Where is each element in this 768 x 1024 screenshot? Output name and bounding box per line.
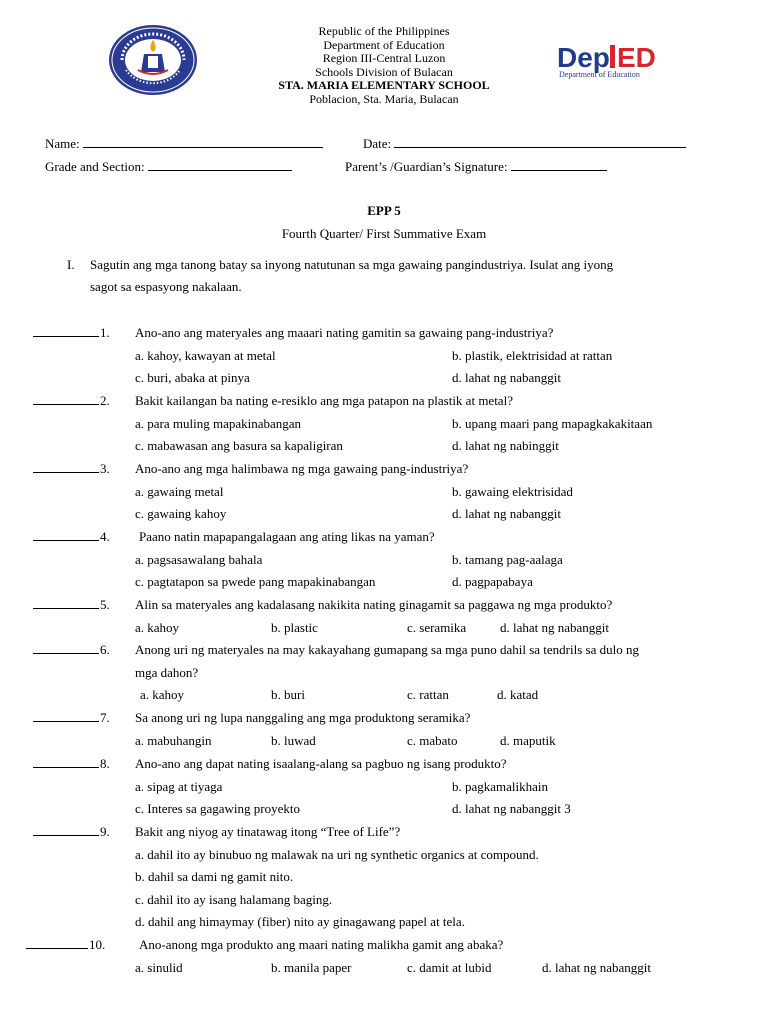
answer-choice[interactable]: b. upang maari pang mapagkakakitaan <box>452 415 653 431</box>
answer-choice[interactable]: d. lahat ng nabinggit <box>452 438 559 453</box>
instructions-line: Sagutin ang mga tanong batay sa inyong natutunan sa mga gawaing pangindustriya. Isulat ang iyong <box>90 257 614 272</box>
answer-choice[interactable]: b. plastic <box>271 619 318 635</box>
answer-choice[interactable]: a. kahoy <box>140 687 185 702</box>
deped-logo-subtitle: Department of Education <box>559 70 640 79</box>
question-number: 8. <box>100 756 110 771</box>
signature-label: Parent’s /Guardian’s Signature: <box>345 159 508 174</box>
question-text: Ano-ano ang dapat nating isaalang-alang sa pagbuo ng isang produkto? <box>135 756 507 771</box>
question-number: 9. <box>100 824 110 839</box>
question-text: Bakit kailangan ba nating e-resiklo ang mga patapon na plastik at metal? <box>135 393 513 408</box>
question-text: Ano-anong mga produkto ang maari nating malikha gamit ang abaka? <box>139 937 504 952</box>
school-name: STA. MARIA ELEMENTARY SCHOOL <box>278 78 490 92</box>
answer-choice[interactable]: d. katad <box>497 687 539 702</box>
letterhead <box>0 25 768 106</box>
question-text: mga dahon? <box>135 664 199 680</box>
answer-blank[interactable] <box>26 936 88 949</box>
svg-text:Dep: Dep <box>557 42 610 73</box>
answer-choice[interactable]: d. lahat ng nabanggit <box>452 370 562 385</box>
answer-choice[interactable]: b. buri <box>271 687 305 702</box>
answer-choice[interactable]: b. manila paper <box>271 959 352 975</box>
name-label: Name: <box>45 136 80 151</box>
answer-choice[interactable]: c. mabato <box>407 732 458 748</box>
answer-choice[interactable]: a. pagsasawalang bahala <box>135 551 263 567</box>
question-text: Ano-ano ang materyales ang maaari nating gamitin sa gawaing pang-industriya? <box>135 325 554 340</box>
answer-choice[interactable]: b. gawaing elektrisidad <box>452 483 573 499</box>
question-number: 4. <box>100 529 110 544</box>
answer-choice[interactable]: b. tamang pag-aalaga <box>452 551 563 567</box>
answer-choice[interactable]: b. plastik, elektrisidad at rattan <box>452 347 613 363</box>
instructions-number: I. <box>67 257 75 272</box>
answer-choice[interactable]: c. pagtatapon sa pwede pang mapakinabangan <box>135 574 376 589</box>
answer-choice[interactable]: d. maputik <box>500 732 556 748</box>
name-field[interactable] <box>45 135 323 152</box>
answer-choice[interactable]: a. sipag at tiyaga <box>135 778 223 794</box>
answer-blank[interactable] <box>33 596 99 609</box>
answer-choice[interactable]: d. lahat ng nabanggit <box>542 959 652 975</box>
question-text: Ano-ano ang mga halimbawa ng mga gawaing pang-industriya? <box>135 461 469 476</box>
svg-text:ED: ED <box>617 42 656 73</box>
answer-choice[interactable]: a. dahil ito ay binubuo ng malawak na uri ng synthetic organics at compound. <box>135 846 539 862</box>
answer-choice[interactable]: c. Interes sa gagawing proyekto <box>135 801 300 816</box>
signature-field[interactable] <box>345 158 607 175</box>
question-number: 7. <box>100 710 110 725</box>
answer-choice[interactable]: b. luwad <box>271 732 316 748</box>
question-text: Paano natin mapapangalagaan ang ating likas na yaman? <box>139 529 435 544</box>
answer-choice[interactable]: d. dahil ang himaymay (fiber) nito ay ginagawang papel at tela. <box>135 914 465 929</box>
school-address: Poblacion, Sta. Maria, Bulacan <box>309 91 459 106</box>
answer-blank[interactable] <box>33 528 99 541</box>
answer-choice[interactable]: c. dahil ito ay isang halamang baging. <box>135 891 333 907</box>
answer-blank[interactable] <box>33 324 99 337</box>
header-line: Schools Division of Bulacan <box>315 64 453 79</box>
answer-choice[interactable]: c. buri, abaka at pinya <box>135 370 250 385</box>
question-number: 6. <box>100 642 110 657</box>
date-field[interactable] <box>363 135 686 152</box>
answer-choice[interactable]: d. pagpapabaya <box>452 574 533 589</box>
answer-choice[interactable]: c. gawaing kahoy <box>135 506 227 521</box>
answer-choice[interactable]: c. mabawasan ang basura sa kapaligiran <box>135 438 343 453</box>
answer-choice[interactable]: a. mabuhangin <box>135 732 212 748</box>
question-text: Bakit ang niyog ay tinatawag itong “Tree of Life”? <box>135 824 401 839</box>
answer-blank[interactable] <box>33 823 99 836</box>
question-number: 5. <box>100 597 110 612</box>
answer-choice[interactable]: d. lahat ng nabanggit <box>500 619 610 635</box>
question-text: Alin sa materyales ang kadalasang nakikita nating ginagamit sa paggawa ng mga produkto? <box>135 597 613 612</box>
answer-choice[interactable]: b. pagkamalikhain <box>452 778 549 794</box>
header-line: Region III-Central Luzon <box>322 51 446 65</box>
answer-blank[interactable] <box>33 392 99 405</box>
question-number: 2. <box>100 393 110 408</box>
answer-choice[interactable]: c. damit at lubid <box>407 959 492 975</box>
answer-choice[interactable]: d. lahat ng nabanggit <box>452 506 562 521</box>
grade-section-label: Grade and Section: <box>45 159 145 174</box>
answer-blank[interactable] <box>33 709 99 722</box>
date-label: Date: <box>363 136 392 151</box>
grade-section-blank[interactable] <box>148 158 292 171</box>
header-line: Republic of the Philippines <box>318 24 450 38</box>
exam-subtitle: Fourth Quarter/ First Summative Exam <box>281 226 487 241</box>
question-number: 10. <box>89 937 106 952</box>
signature-blank[interactable] <box>511 158 607 171</box>
answer-choice[interactable]: a. gawaing metal <box>135 483 224 499</box>
answer-blank[interactable] <box>33 755 99 768</box>
grade-section-field[interactable] <box>45 158 292 175</box>
question-text: Anong uri ng materyales na may kakayahang gumapang sa mga puno dahil sa tendrils sa dulo ng <box>135 642 639 657</box>
answer-choice[interactable]: b. dahil sa dami ng gamit nito. <box>135 869 294 884</box>
answer-choice[interactable]: d. lahat ng nabanggit 3 <box>452 801 571 816</box>
exam-subject: EPP 5 <box>367 203 401 218</box>
answer-choice[interactable]: a. sinulid <box>135 959 183 975</box>
question-text: Sa anong uri ng lupa nanggaling ang mga produktong seramika? <box>135 710 471 725</box>
instructions-line: sagot sa espasyong nakalaan. <box>90 279 242 294</box>
answer-blank[interactable] <box>33 641 99 654</box>
header-line: Department of Education <box>323 37 445 52</box>
question-number: 3. <box>100 461 110 476</box>
answer-choice[interactable]: c. rattan <box>407 687 449 702</box>
answer-choice[interactable]: a. para muling mapakinabangan <box>135 415 302 431</box>
answer-choice[interactable]: c. seramika <box>407 619 467 635</box>
date-blank[interactable] <box>394 135 686 148</box>
answer-choice[interactable]: a. kahoy, kawayan at metal <box>135 347 276 363</box>
name-blank[interactable] <box>83 135 323 148</box>
question-number: 1. <box>100 325 110 340</box>
answer-blank[interactable] <box>33 460 99 473</box>
answer-choice[interactable]: a. kahoy <box>135 619 180 635</box>
